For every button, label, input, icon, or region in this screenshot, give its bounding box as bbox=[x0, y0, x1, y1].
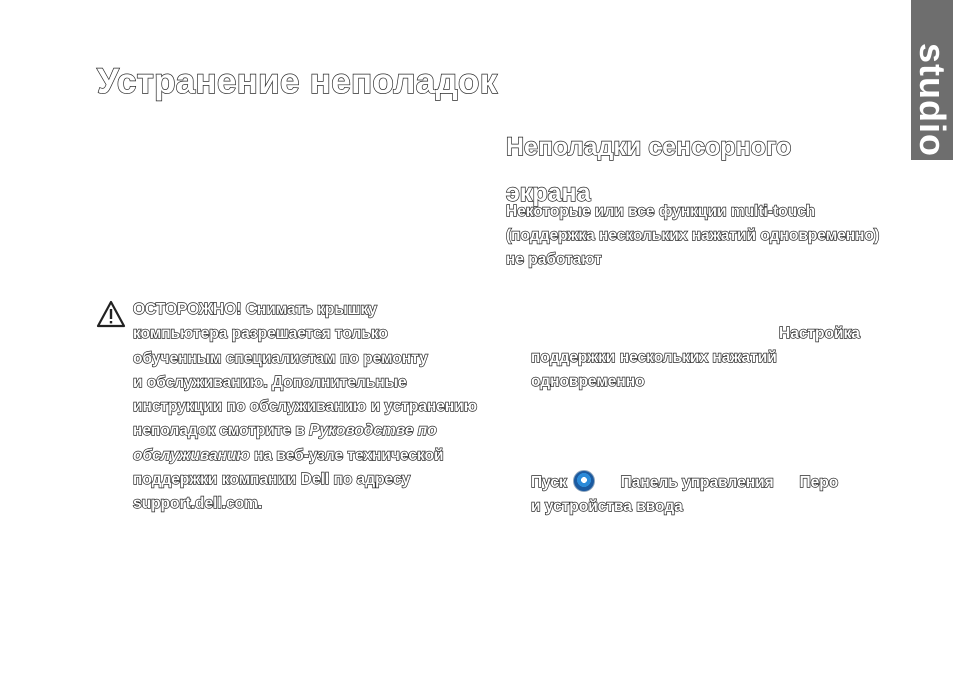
navigation-path bbox=[531, 470, 891, 520]
multitouch-settings-label: Настройка bbox=[779, 325, 860, 342]
caution-line: поддержки компании Dell по адресу bbox=[133, 471, 411, 489]
multitouch-settings-label-cont bbox=[531, 346, 891, 395]
paragraph-line: одновременно bbox=[531, 373, 645, 391]
problem-subheading bbox=[506, 200, 906, 272]
caution-text bbox=[133, 298, 493, 517]
paragraph-line bbox=[531, 470, 891, 495]
caution-line: компьютера разрешается только bbox=[133, 325, 388, 343]
start-label: Пуск bbox=[531, 474, 567, 491]
section-heading-line: экрана bbox=[506, 179, 591, 207]
pen-label: Перо bbox=[799, 474, 839, 491]
service-manual-title: обслуживанию bbox=[133, 446, 250, 464]
subheading-line: (поддержка нескольких нажатий одновременно) bbox=[506, 227, 880, 244]
section-heading-line: Неполадки сенсорного bbox=[506, 133, 792, 161]
service-manual-title: Руководстве по bbox=[309, 422, 437, 440]
caution-line: инструкции по обслуживанию и устранению bbox=[133, 398, 478, 416]
support-url: support.dell.com. bbox=[133, 495, 263, 513]
caution-line bbox=[133, 419, 493, 443]
page-title: Устранение неполадок bbox=[97, 62, 498, 101]
caution-line: обученным специалистам по ремонту bbox=[133, 349, 428, 367]
subheading-line: не работают bbox=[506, 251, 602, 268]
caution-line: ОСТОРОЖНО! Снимать крышку bbox=[133, 301, 377, 318]
caution-line: и обслуживанию. Дополнительные bbox=[133, 373, 407, 391]
caution-line bbox=[133, 444, 493, 468]
paragraph-line: поддержки нескольких нажатий bbox=[531, 349, 777, 366]
warning-triangle-icon bbox=[96, 300, 126, 328]
studio-logo: studio bbox=[912, 43, 953, 157]
subheading-line: Некоторые или все функции multi-touch bbox=[506, 203, 816, 220]
arrow-gap bbox=[603, 474, 616, 491]
side-tab bbox=[911, 0, 953, 160]
arrow-gap bbox=[778, 474, 795, 491]
control-panel-label: Панель управления bbox=[620, 474, 774, 491]
windows-start-orb-icon bbox=[573, 470, 595, 492]
caution-text-fragment: на веб-узле технической bbox=[249, 446, 444, 464]
caution-text-fragment: неполадок смотрите в bbox=[133, 422, 310, 440]
paragraph-line: и устройства ввода bbox=[531, 498, 683, 516]
